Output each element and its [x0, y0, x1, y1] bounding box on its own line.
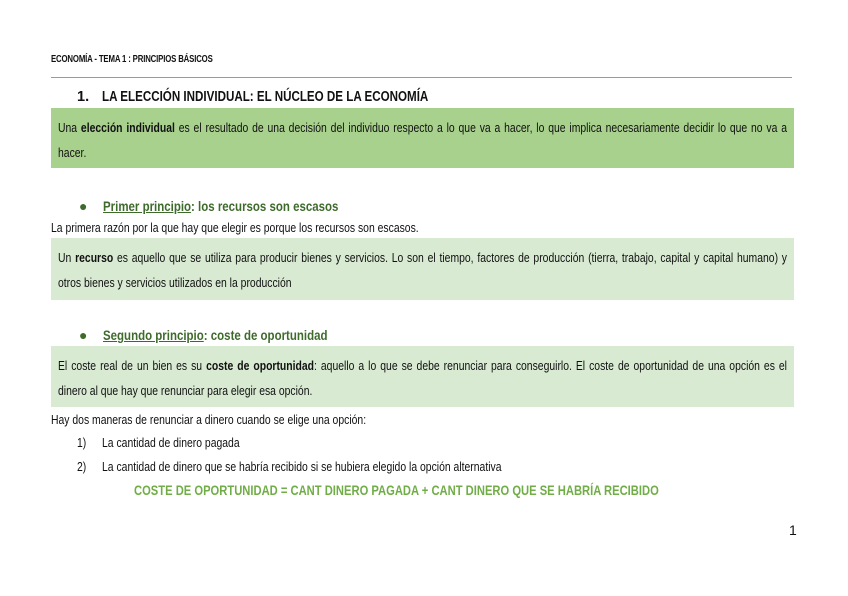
list-item-number: 1) [77, 435, 87, 450]
list-item-text: La cantidad de dinero pagada [102, 435, 240, 450]
principle-rest: : coste de oportunidad [203, 327, 328, 343]
principle1-intro: La primera razón por la que hay que elegir es porque los recursos son escasos. [51, 220, 419, 235]
running-header [51, 54, 258, 65]
definition-pre: El coste real de un bien es su [58, 358, 207, 373]
definition-pre: Un [58, 250, 76, 265]
principle2-intro: Hay dos maneras de renunciar a dinero cuando se elige una opción: [51, 412, 367, 427]
definition-term: coste de oportunidad [206, 358, 315, 373]
running-header-text: ECONOMÍA - TEMA 1 : PRINCIPIOS BÁSICOS [51, 54, 213, 65]
formula: COSTE DE OPORTUNIDAD = CANT DINERO PAGADA + CANT DINERO QUE SE HABRÍA RECIBIDO [134, 482, 659, 498]
principle-label: Segundo principio [103, 327, 204, 343]
definition-term: elección individual [80, 120, 175, 135]
definition-box-eleccion [51, 108, 794, 168]
definition-post: es aquello que se utiliza para producir bienes y servicios. Lo son el tiempo, factores de producción (tierra, trabajo, capital y capital humano) y otros bienes y servicios utilizados en la producción [58, 250, 788, 290]
header-divider [51, 77, 792, 78]
list-item-number: 2) [77, 459, 87, 474]
definition-text [58, 115, 787, 165]
bullet-icon: ● [79, 198, 88, 214]
section-number: 1. [77, 89, 90, 105]
principle-label: Primer principio [103, 198, 192, 214]
section-title: LA ELECCIÓN INDIVIDUAL: EL NÚCLEO DE LA ECONOMÍA [102, 89, 429, 105]
list-item-text: La cantidad de dinero que se habría recibido si se hubiera elegido la opción alternativa [102, 459, 502, 474]
definition-pre: Una [58, 120, 81, 135]
definition-text [58, 245, 787, 295]
page-number: 1 [789, 522, 797, 538]
definition-post: es el resultado de una decisión del individuo respecto a lo que va a hacer, lo que implica necesariamente decidir lo que no va a hacer. [58, 120, 788, 160]
definition-box-recurso [51, 238, 794, 300]
definition-text [58, 353, 787, 403]
definition-post: : aquello a lo que se debe renunciar para conseguirlo. El coste de oportunidad de una opción es el dinero al que hay que renunciar para elegir esa opción. [58, 358, 787, 398]
definition-box-coste [51, 346, 794, 407]
principle-rest: : los recursos son escasos [191, 198, 339, 214]
bullet-icon: ● [79, 327, 88, 343]
definition-term: recurso [75, 250, 114, 265]
